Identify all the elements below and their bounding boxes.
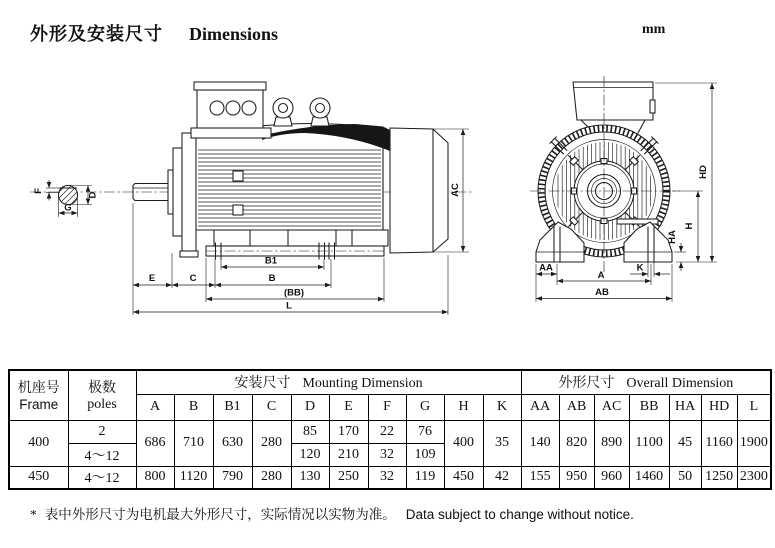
table-cell: 960	[594, 466, 629, 489]
col-header: E	[329, 394, 368, 420]
col-header: C	[252, 394, 291, 420]
dim-label-b: B	[268, 273, 276, 284]
dim-label-aa: AA	[539, 262, 553, 274]
table-cell: 1160	[701, 420, 737, 466]
dim-label-ac: AC	[450, 183, 461, 197]
table-cell: 119	[406, 466, 444, 489]
dim-label-f: F	[33, 188, 44, 194]
page-title-en: Dimensions	[189, 24, 279, 44]
unit-label: mm	[642, 22, 666, 37]
page-title-cn: 外形及安装尺寸	[30, 24, 163, 44]
shaft-section-detail	[33, 175, 99, 217]
table-cell: 450	[444, 466, 483, 489]
table-row	[9, 420, 771, 443]
header-frame	[9, 370, 68, 420]
col-header: A	[136, 394, 174, 420]
table-cell: 120	[291, 443, 329, 466]
header-poles-en: poles	[87, 397, 117, 413]
col-header: HD	[701, 394, 737, 420]
terminal-box-side	[191, 82, 271, 138]
lifting-eye	[310, 98, 330, 126]
motor-feet-side	[206, 230, 388, 259]
table-group-header-row	[9, 370, 771, 394]
dim-label-l: L	[286, 300, 292, 312]
footnote-text-cn: 表中外形尺寸为电机最大外形尺寸，实际情况以实物为准。	[44, 507, 396, 522]
table-cell: 50	[669, 466, 701, 489]
table-cell: 32	[368, 443, 406, 466]
table-cell: 790	[213, 466, 252, 489]
table-cell: 155	[521, 466, 559, 489]
header-poles	[68, 370, 136, 420]
dim-label-d: D	[87, 191, 99, 199]
table-cell: 1100	[629, 420, 669, 466]
header-frame-cn: 机座号	[17, 380, 60, 396]
fan-cover	[383, 128, 448, 253]
header-frame-en: Frame	[19, 396, 59, 412]
dim-label-hd: HD	[698, 165, 709, 179]
col-header: H	[444, 394, 483, 420]
table-cell: 85	[291, 420, 329, 443]
table-cell: 130	[291, 466, 329, 489]
table-cell: 45	[669, 420, 701, 466]
header-overall: 外形尺寸 Overall Dimension	[521, 370, 771, 394]
table-cell: 1460	[629, 466, 669, 489]
dim-label-k: K	[636, 262, 644, 274]
table-cell: 76	[406, 420, 444, 443]
col-header: AB	[559, 394, 594, 420]
dim-label-b1: B1	[264, 255, 278, 267]
table-cell: 170	[329, 420, 368, 443]
dim-label-a: A	[597, 270, 605, 281]
dim-label-ha: HA	[667, 230, 678, 244]
table-cell: 820	[559, 420, 594, 466]
table-cell: 890	[594, 420, 629, 466]
table-cell: 210	[329, 443, 368, 466]
table-cell: 2	[68, 420, 136, 443]
footnote-text-en: Data subject to change without notice.	[405, 507, 634, 522]
table-row	[9, 466, 771, 489]
dim-label-bb: (BB)	[283, 287, 305, 299]
col-header: D	[291, 394, 329, 420]
table-cell: 800	[136, 466, 174, 489]
table-cell: 250	[329, 466, 368, 489]
dim-label-e: E	[148, 273, 156, 284]
header-poles-cn: 极数	[88, 381, 116, 397]
col-header: L	[737, 394, 771, 420]
table-cell: 400	[9, 420, 68, 466]
col-header: BB	[629, 394, 669, 420]
table-cell: 280	[252, 466, 291, 489]
col-header: B	[174, 394, 213, 420]
header-mounting: 安装尺寸 Mounting Dimension	[136, 370, 521, 394]
lifting-eye	[273, 98, 293, 126]
table-cell: 1900	[737, 420, 771, 466]
table-cell: 109	[406, 443, 444, 466]
front-view-drawing	[530, 76, 717, 302]
table-cell: 1250	[701, 466, 737, 489]
side-view-drawing	[30, 82, 472, 315]
col-header: AC	[594, 394, 629, 420]
dim-label-c: C	[189, 273, 197, 284]
table-cell: 22	[368, 420, 406, 443]
dim-label-g: G	[64, 202, 72, 214]
col-header: HA	[669, 394, 701, 420]
table-cell: 280	[252, 420, 291, 466]
table-cell: 140	[521, 420, 559, 466]
table-cell: 686	[136, 420, 174, 466]
dim-label-ab: AB	[595, 287, 609, 298]
table-cell: 710	[174, 420, 213, 466]
col-header: K	[483, 394, 521, 420]
col-header: G	[406, 394, 444, 420]
table-cell: 4～12	[68, 466, 136, 489]
col-header: B1	[213, 394, 252, 420]
table-cell: 450	[9, 466, 68, 489]
dim-label-h: H	[684, 222, 695, 230]
table-cell: 400	[444, 420, 483, 466]
footnote-marker: *	[30, 507, 37, 522]
table-cell: 950	[559, 466, 594, 489]
footnote	[30, 503, 634, 523]
col-header: AA	[521, 394, 559, 420]
table-cell: 42	[483, 466, 521, 489]
table-cell: 2300	[737, 466, 771, 489]
table-cell: 4～12	[68, 443, 136, 466]
table-cell: 630	[213, 420, 252, 466]
col-header: F	[368, 394, 406, 420]
table-cell: 35	[483, 420, 521, 466]
table-cell: 32	[368, 466, 406, 489]
dimensions-table	[8, 369, 772, 490]
table-cell: 1120	[174, 466, 213, 489]
